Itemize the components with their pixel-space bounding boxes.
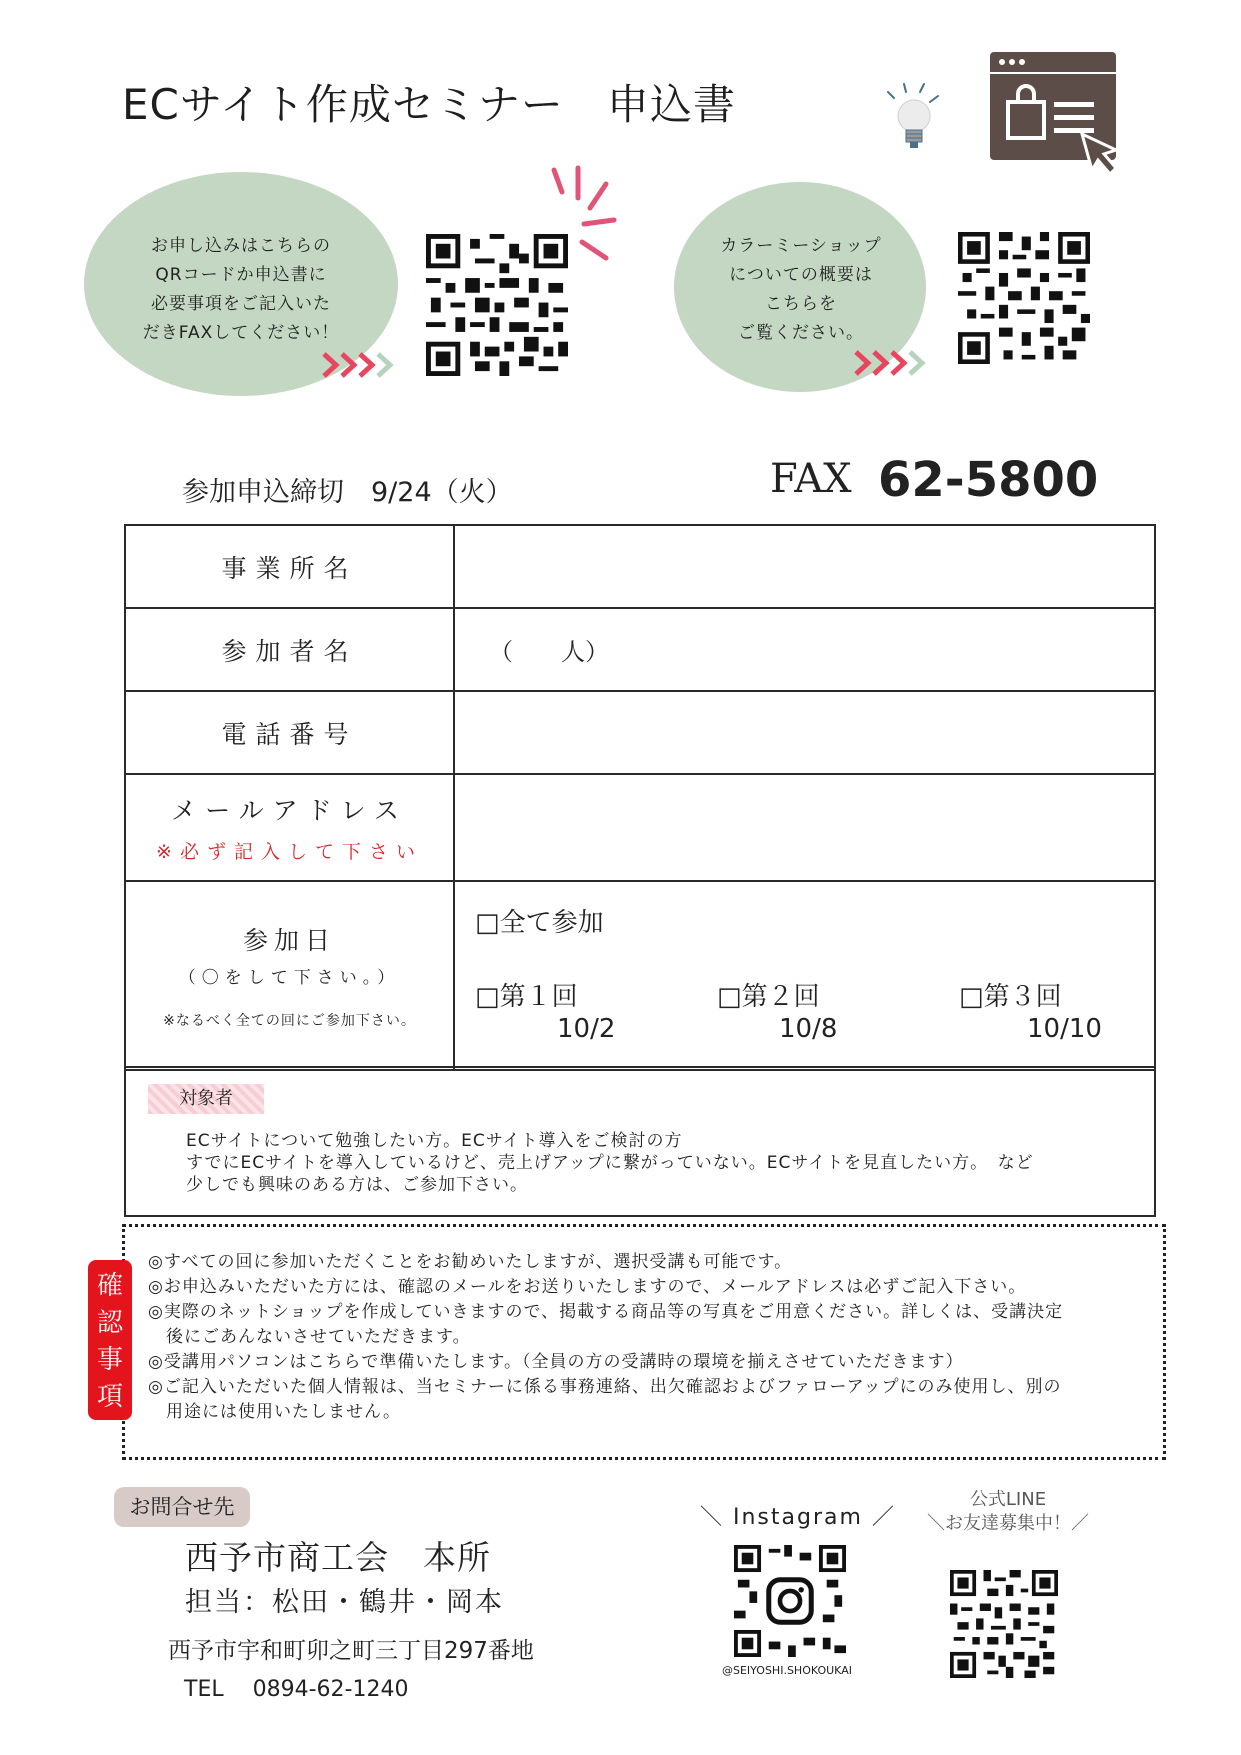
application-form <box>124 524 1156 1071</box>
confirmation-tab-char: 事 <box>96 1345 123 1375</box>
confirmation-tab-char: 項 <box>96 1382 123 1412</box>
target-audience-badge: 対象者 <box>148 1084 264 1114</box>
email-field[interactable] <box>454 774 1155 881</box>
date-note: ※なるべく全ての回にご参加下さい。 <box>163 1013 416 1029</box>
confirmation-line: 後にごあんないさせていただきます。 <box>148 1327 471 1347</box>
confirmation-line: ◎受講用パソコンはこちらで準備いたします。（全員の方の受講時の環境を揃えさせていただきます） <box>148 1352 964 1372</box>
participant-count: （ 人） <box>489 638 609 666</box>
target-audience-box <box>124 1066 1156 1217</box>
bubble-left-line: だきFAXしてください！ <box>142 323 340 343</box>
qr-code-colorme-overview[interactable] <box>958 232 1090 364</box>
participant-name-field[interactable] <box>454 608 1155 691</box>
confirmation-line: ◎すべての回に参加いただくことをお勧めいたしますが、選択受講も可能です。 <box>148 1252 793 1272</box>
bubble-left-line: 必要事項をご記入いた <box>151 294 331 314</box>
lightbulb-icon <box>882 82 952 162</box>
target-line: ECサイトについて勉強したい方。ECサイト導入をご検討の方 <box>186 1131 683 1151</box>
checkbox-session-2[interactable]: □第２回 <box>717 982 820 1012</box>
line-subtitle: ＼お友達募集中！／ <box>927 1513 1089 1534</box>
target-line: 少しでも興味のある方は、ご参加下さい。 <box>186 1175 528 1195</box>
line-promo <box>908 1488 1108 1536</box>
email-label-cell <box>125 774 454 881</box>
contact-badge: お問合せ先 <box>114 1487 250 1527</box>
date-selection-cell <box>454 881 1155 1070</box>
checkbox-session-1[interactable]: □第１回 <box>475 982 578 1012</box>
session-2-date: 10/8 <box>779 1014 838 1044</box>
email-label: メールアドレス <box>171 796 408 825</box>
contact-staff: 担当：松田・鶴井・岡本 <box>185 1587 504 1618</box>
confirmation-line: ◎ご記入いただいた個人情報は、当セミナーに係る事務連絡、出欠確認およびファローアップにのみ使用し、別の <box>148 1377 1062 1397</box>
qr-code-instagram[interactable] <box>734 1545 846 1657</box>
confirmation-line: 用途には使用いたしません。 <box>148 1402 402 1422</box>
bubble-right-line: カラーミーショップ <box>720 236 882 256</box>
organization-name: 西予市商工会 本所 <box>185 1538 491 1577</box>
fax-label: FAX <box>770 456 852 502</box>
bubble-right-line: ご覧ください。 <box>738 323 864 343</box>
participant-name-label: 参加者名 <box>125 608 454 691</box>
instagram-handle: @SEIYOSHI.SHOKOUKAI <box>722 1664 852 1677</box>
contact-phone: TEL 0894-62-1240 <box>184 1677 409 1702</box>
contact-address: 西予市宇和町卯之町三丁目297番地 <box>168 1638 534 1664</box>
bubble-right-line: についての概要は <box>729 265 873 285</box>
checkbox-session-3[interactable]: □第３回 <box>959 982 1062 1012</box>
bubble-right-text <box>690 232 912 348</box>
fax-number: 62-5800 <box>878 452 1099 508</box>
instagram-label: ＼ Instagram ／ <box>700 1505 896 1530</box>
target-line: すでにECサイトを導入しているけど、売上げアップに繋がっていない。ECサイトを見直したい方。 など <box>186 1153 1034 1173</box>
page-title: ECサイト作成セミナー 申込書 <box>122 80 736 129</box>
email-required-note: ※必ず記入して下さい <box>156 841 423 863</box>
line-label: 公式LINE <box>969 1489 1047 1510</box>
bubble-right-line: こちらを <box>765 294 837 314</box>
confirmation-text <box>148 1250 1063 1425</box>
date-instruction: （〇をして下さい。） <box>178 968 401 988</box>
session-3-date: 10/10 <box>1027 1014 1102 1044</box>
confirmation-tab-char: 認 <box>96 1308 123 1338</box>
phone-field[interactable] <box>454 691 1155 774</box>
confirmation-tab <box>88 1260 132 1420</box>
session-1-date: 10/2 <box>557 1014 616 1044</box>
target-audience-text <box>186 1130 1034 1196</box>
qr-code-line[interactable] <box>950 1570 1058 1678</box>
confirmation-tab-char: 確 <box>96 1271 123 1301</box>
arrows-icon <box>322 350 404 380</box>
business-name-field[interactable] <box>454 525 1155 608</box>
date-label-cell <box>125 881 454 1070</box>
phone-label: 電話番号 <box>125 691 454 774</box>
application-deadline: 参加申込締切 9/24（火） <box>182 477 513 508</box>
bubble-left-line: QRコードか申込書に <box>155 265 327 285</box>
confirmation-line: ◎お申込みいただいた方には、確認のメールをお送りいたしますので、メールアドレスは必ずご記入下さい。 <box>148 1277 1027 1297</box>
online-shop-icon <box>990 52 1130 192</box>
checkbox-all-sessions[interactable]: □全て参加 <box>475 908 604 938</box>
burst-decoration-icon <box>540 164 640 274</box>
business-name-label: 事業所名 <box>125 525 454 608</box>
date-label: 参加日 <box>242 926 336 955</box>
arrows-icon <box>854 348 936 378</box>
bubble-left-line: お申し込みはこちらの <box>151 236 331 256</box>
bubble-left-text <box>110 232 372 348</box>
confirmation-line: ◎実際のネットショップを作成していきますので、掲載する商品等の写真をご用意ください。詳しくは、受講決定 <box>148 1302 1064 1322</box>
